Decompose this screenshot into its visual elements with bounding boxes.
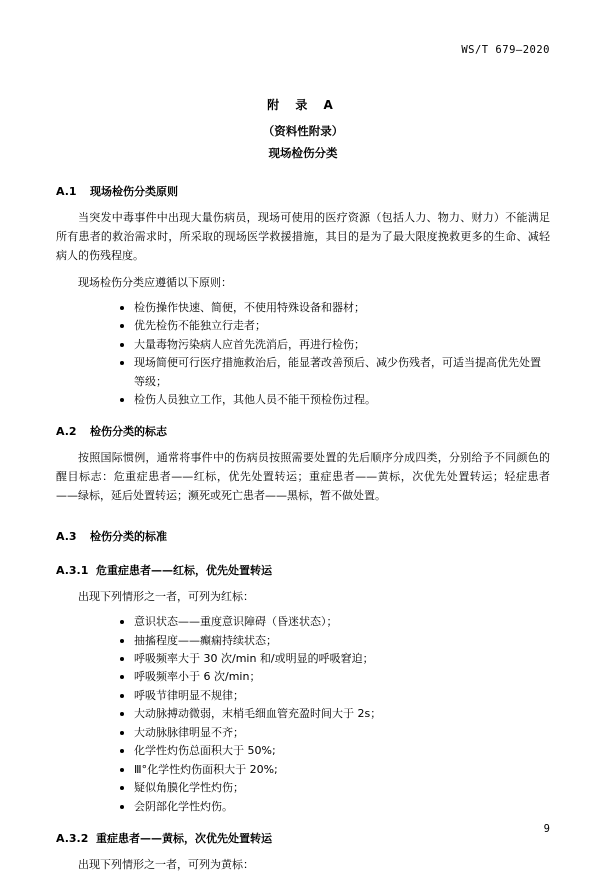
list-item: 大动脉搏动微弱，末梢毛细血管充盈时间大于 2s； — [120, 705, 550, 723]
section-title-a32: 重症患者——黄标，次优先处置转运 — [96, 832, 272, 846]
section-number-a1: A.1 — [56, 185, 77, 198]
section-title-a2: 检伤分类的标志 — [90, 425, 167, 439]
section-a2-paragraph-1: 按照国际惯例，通常将事件中的伤病员按照需要处置的先后顺序分成四类，分别给予不同颜色的醒目标志：危重症患者——红标，优先处置转运；重症患者——黄标，次优先处置转运；轻症患者——绿标，延后处置转运；濒死或死亡患者——黑标，暂不做处置。 — [56, 451, 550, 503]
section-number-a2: A.2 — [56, 425, 77, 439]
spacer — [56, 514, 550, 528]
list-item: 大动脉脉律明显不齐； — [120, 724, 550, 742]
list-item: 检伤操作快速、简便，不使用特殊设备和器材； — [120, 299, 550, 317]
document-content — [56, 96, 550, 881]
spacer — [56, 554, 550, 562]
list-item: 现场简便可行医疗措施救治后，能显著改善预后、减少伤残者，可适当提高优先处置等级； — [120, 354, 550, 391]
list-item: 意识状态——重度意识障碍（昏迷状态）； — [120, 613, 550, 631]
list-item: 疑似角膜化学性灼伤； — [120, 779, 550, 797]
list-item: 呼吸频率小于 6 次/min； — [120, 668, 550, 686]
list-item: 检伤人员独立工作，其他人员不能干预检伤过程。 — [120, 391, 550, 409]
list-item: 会阴部化学性灼伤。 — [120, 798, 550, 816]
section-heading-a32 — [56, 830, 550, 846]
page-number: 9 — [543, 823, 550, 835]
list-item: 大量毒物污染病人应首先洗消后，再进行检伤； — [120, 336, 550, 354]
section-title-a31: 危重症患者——红标，优先处置转运 — [96, 564, 272, 578]
annex-title: 附 录 A — [267, 98, 339, 112]
section-heading-a1 — [56, 183, 550, 199]
annex-subtitle-secondary: 现场检伤分类 — [268, 146, 338, 160]
list-item: 化学性灼伤总面积大于 50%; — [120, 742, 550, 760]
list-item: Ⅲ°化学性灼伤面积大于 20%; — [120, 761, 550, 779]
list-item: 呼吸频率大于 30 次/min 和/或明显的呼吸窘迫； — [120, 650, 550, 668]
section-a32-paragraph-1: 出现下列情形之一者，可列为黄标： — [78, 858, 254, 872]
section-heading-a31 — [56, 562, 550, 578]
list-item: 抽搐程度——癫痫持续状态； — [120, 632, 550, 650]
section-a1-paragraph-2: 现场检伤分类应遵循以下原则： — [78, 275, 232, 289]
section-heading-a3 — [56, 528, 550, 544]
section-heading-a2 — [56, 423, 550, 439]
page-header-standard-code: WS/T 679—2020 — [461, 44, 550, 56]
section-a31-paragraph-1: 出现下列情形之一者，可列为红标： — [78, 590, 254, 604]
section-a31-bullet-list — [56, 613, 550, 816]
section-a1-bullet-list — [56, 299, 550, 410]
section-title-a1: 现场检伤分类原则 — [90, 185, 178, 198]
section-title-a3: 检伤分类的标准 — [90, 530, 167, 544]
annex-subtitle: （资料性附录） — [262, 124, 344, 138]
section-number-a3: A.3 — [56, 530, 77, 544]
section-number-a32: A.3.2 — [56, 832, 89, 846]
section-number-a31: A.3.1 — [56, 564, 89, 578]
list-item: 优先检伤不能独立行走者； — [120, 317, 550, 335]
section-a1-paragraph-1: 当突发中毒事件中出现大量伤病员，现场可使用的医疗资源（包括人力、物力、财力）不能满足所有患者的救治需求时，所采取的现场医学救援措施，其目的是为了最大限度挽救更多的生命、减轻病人的伤残程度。 — [56, 211, 550, 262]
list-item: 呼吸节律明显不规律； — [120, 687, 550, 705]
